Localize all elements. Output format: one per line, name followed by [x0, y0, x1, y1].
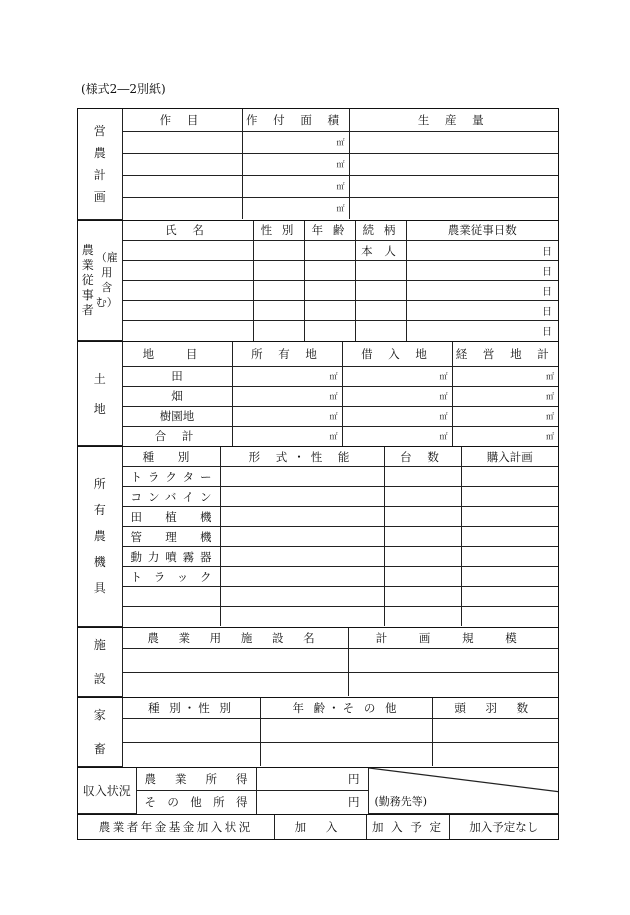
land-type-header: 地 目: [122, 342, 232, 366]
farm-income-label: 農 業 所 得: [136, 768, 256, 791]
work-days-cell[interactable]: 日: [406, 241, 558, 261]
work-days-cell[interactable]: 日: [406, 281, 558, 301]
machine-name: 管 理 機: [122, 527, 220, 547]
planned-scale-header: 計 画 規 模: [348, 628, 558, 649]
machine-name: 田 植 機: [122, 507, 220, 527]
name-header: 氏 名: [122, 221, 253, 241]
machinery-label: 所 有 農 機 具: [78, 447, 122, 626]
machine-name-blank[interactable]: [122, 607, 220, 627]
machine-qty-cell[interactable]: [384, 467, 461, 487]
worker-gender-cell[interactable]: [253, 281, 304, 301]
workers-section: [78, 220, 558, 342]
employer-cell[interactable]: [368, 768, 558, 814]
machine-plan-cell[interactable]: [461, 567, 558, 587]
land-row-label: 畑: [122, 386, 232, 406]
facilities-section: [78, 627, 558, 697]
machine-name: トラック: [122, 567, 220, 587]
worker-relation-cell[interactable]: [355, 301, 406, 321]
total-area-cell[interactable]: ㎡: [452, 386, 558, 406]
production-plan-section: [78, 109, 558, 220]
worker-relation-cell[interactable]: [355, 261, 406, 281]
work-days-cell[interactable]: 日: [406, 301, 558, 321]
volume-cell[interactable]: [349, 197, 558, 219]
total-area-cell[interactable]: ㎡: [452, 366, 558, 386]
workers-label: 農 業 従 事 者 （雇 用 含 む）: [78, 221, 122, 341]
facility-scale-cell[interactable]: [348, 648, 558, 672]
work-days-cell[interactable]: 日: [406, 321, 558, 341]
head-count-header: 頭 羽 数: [432, 698, 558, 719]
facility-name-cell[interactable]: [122, 672, 348, 696]
machine-name: トラクター: [122, 467, 220, 487]
worker-age-cell[interactable]: [304, 281, 355, 301]
planted-area-header: 作 付 面 積: [242, 109, 349, 131]
machine-spec-cell[interactable]: [220, 547, 384, 567]
machine-qty-cell[interactable]: [384, 587, 461, 607]
owned-area-cell[interactable]: ㎡: [232, 426, 342, 446]
area-cell[interactable]: ㎡: [242, 153, 349, 175]
machine-spec-cell[interactable]: [220, 467, 384, 487]
machine-spec-cell[interactable]: [220, 507, 384, 527]
machine-plan-cell[interactable]: [461, 487, 558, 507]
machine-qty-cell[interactable]: [384, 527, 461, 547]
facility-name-cell[interactable]: [122, 648, 348, 672]
volume-cell[interactable]: [349, 153, 558, 175]
worker-name-cell[interactable]: [122, 241, 253, 261]
machine-type-header: 種 別: [122, 447, 220, 467]
land-section: [78, 341, 558, 446]
purchase-plan-header: 購入計画: [461, 447, 558, 467]
facility-name-header: 農 業 用 施 設 名: [122, 628, 348, 649]
worker-name-cell[interactable]: [122, 261, 253, 281]
total-area-cell[interactable]: ㎡: [452, 426, 558, 446]
worker-name-cell[interactable]: [122, 301, 253, 321]
crop-cell[interactable]: [122, 197, 242, 219]
machine-name: 動力噴霧器: [122, 547, 220, 567]
worker-relation-cell[interactable]: [355, 321, 406, 341]
worker-age-cell[interactable]: [304, 241, 355, 261]
livestock-section: [78, 697, 558, 767]
land-label: 土 地: [78, 342, 122, 446]
pension-planned-option[interactable]: 加 入 予 定: [366, 815, 449, 839]
income-label: 収入状況: [78, 768, 136, 814]
worker-gender-cell[interactable]: [253, 261, 304, 281]
worker-gender-cell[interactable]: [253, 321, 304, 341]
livestock-age-cell[interactable]: [260, 719, 432, 743]
area-cell[interactable]: ㎡: [242, 197, 349, 219]
facility-scale-cell[interactable]: [348, 672, 558, 696]
owned-area-cell[interactable]: ㎡: [232, 406, 342, 426]
machine-plan-cell[interactable]: [461, 507, 558, 527]
machine-qty-cell[interactable]: [384, 507, 461, 527]
worker-name-cell[interactable]: [122, 321, 253, 341]
machine-plan-cell[interactable]: [461, 527, 558, 547]
owned-area-cell[interactable]: ㎡: [232, 386, 342, 406]
leased-area-cell[interactable]: ㎡: [342, 366, 452, 386]
machine-spec-cell[interactable]: [220, 567, 384, 587]
machine-qty-cell[interactable]: [384, 547, 461, 567]
worker-relation-cell[interactable]: 本 人: [355, 241, 406, 261]
volume-cell[interactable]: [349, 175, 558, 197]
machine-spec-cell[interactable]: [220, 587, 384, 607]
model-spec-header: 形 式・性 能: [220, 447, 384, 467]
livestock-age-header: 年 齢・そ の 他: [260, 698, 432, 719]
employer-note: (勤務先等): [374, 795, 428, 808]
worker-age-cell[interactable]: [304, 301, 355, 321]
farm-plan-form: [77, 108, 559, 840]
form-caption: (様式2―2別紙): [81, 82, 166, 96]
pension-section: [78, 814, 558, 839]
relation-header: 続 柄: [355, 221, 406, 241]
worker-relation-cell[interactable]: [355, 281, 406, 301]
machine-qty-cell[interactable]: [384, 567, 461, 587]
owned-area-cell[interactable]: ㎡: [232, 366, 342, 386]
livestock-count-cell[interactable]: [432, 719, 558, 743]
gender-header: 性 別: [253, 221, 304, 241]
work-days-cell[interactable]: 日: [406, 261, 558, 281]
land-row-label: 田: [122, 366, 232, 386]
owned-land-header: 所 有 地: [232, 342, 342, 366]
livestock-type-cell[interactable]: [122, 719, 260, 743]
volume-cell[interactable]: [349, 131, 558, 153]
livestock-type-header: 種 別・性 別: [122, 698, 260, 719]
machine-name: コンバイン: [122, 487, 220, 507]
other-income-label: そ の 他 所 得: [136, 791, 256, 814]
quantity-header: 台 数: [384, 447, 461, 467]
pension-joined-option[interactable]: 加 入: [274, 815, 366, 839]
crop-cell[interactable]: [122, 131, 242, 153]
other-income-cell[interactable]: 円: [256, 791, 368, 814]
crop-cell[interactable]: [122, 153, 242, 175]
machine-spec-cell[interactable]: [220, 607, 384, 627]
land-row-label: 樹園地: [122, 406, 232, 426]
facilities-label: 施 設: [78, 628, 122, 697]
crop-header: 作 目: [122, 109, 242, 131]
livestock-count-cell[interactable]: [432, 742, 558, 766]
land-row-label: 合 計: [122, 426, 232, 446]
worker-name-cell[interactable]: [122, 281, 253, 301]
livestock-label: 家 畜: [78, 698, 122, 767]
livestock-type-cell[interactable]: [122, 742, 260, 766]
machine-qty-cell[interactable]: [384, 487, 461, 507]
production-volume-header: 生 産 量: [349, 109, 558, 131]
leased-land-header: 借 入 地: [342, 342, 452, 366]
machine-plan-cell[interactable]: [461, 607, 558, 627]
pension-not-planned-option[interactable]: 加入予定なし: [449, 815, 558, 839]
leased-area-cell[interactable]: ㎡: [342, 386, 452, 406]
worker-gender-cell[interactable]: [253, 241, 304, 261]
worker-age-cell[interactable]: [304, 321, 355, 341]
leased-area-cell[interactable]: ㎡: [342, 426, 452, 446]
farm-income-cell[interactable]: 円: [256, 768, 368, 791]
pension-label: 農業者年金基金加入状況: [78, 815, 274, 839]
machine-name-blank[interactable]: [122, 587, 220, 607]
machine-spec-cell[interactable]: [220, 527, 384, 547]
work-days-header: 農業従事日数: [406, 221, 558, 241]
income-section: [78, 767, 558, 815]
age-header: 年 齢: [304, 221, 355, 241]
machine-plan-cell[interactable]: [461, 547, 558, 567]
machinery-section: [78, 446, 558, 627]
machine-plan-cell[interactable]: [461, 467, 558, 487]
livestock-age-cell[interactable]: [260, 742, 432, 766]
area-cell[interactable]: ㎡: [242, 175, 349, 197]
total-area-cell[interactable]: ㎡: [452, 406, 558, 426]
production-plan-label: 営 農 計 画: [78, 109, 122, 219]
machine-qty-cell[interactable]: [384, 607, 461, 627]
machine-plan-cell[interactable]: [461, 587, 558, 607]
area-cell[interactable]: ㎡: [242, 131, 349, 153]
leased-area-cell[interactable]: ㎡: [342, 406, 452, 426]
managed-land-total-header: 経 営 地 計: [452, 342, 558, 366]
machine-spec-cell[interactable]: [220, 487, 384, 507]
worker-gender-cell[interactable]: [253, 301, 304, 321]
worker-age-cell[interactable]: [304, 261, 355, 281]
crop-cell[interactable]: [122, 175, 242, 197]
